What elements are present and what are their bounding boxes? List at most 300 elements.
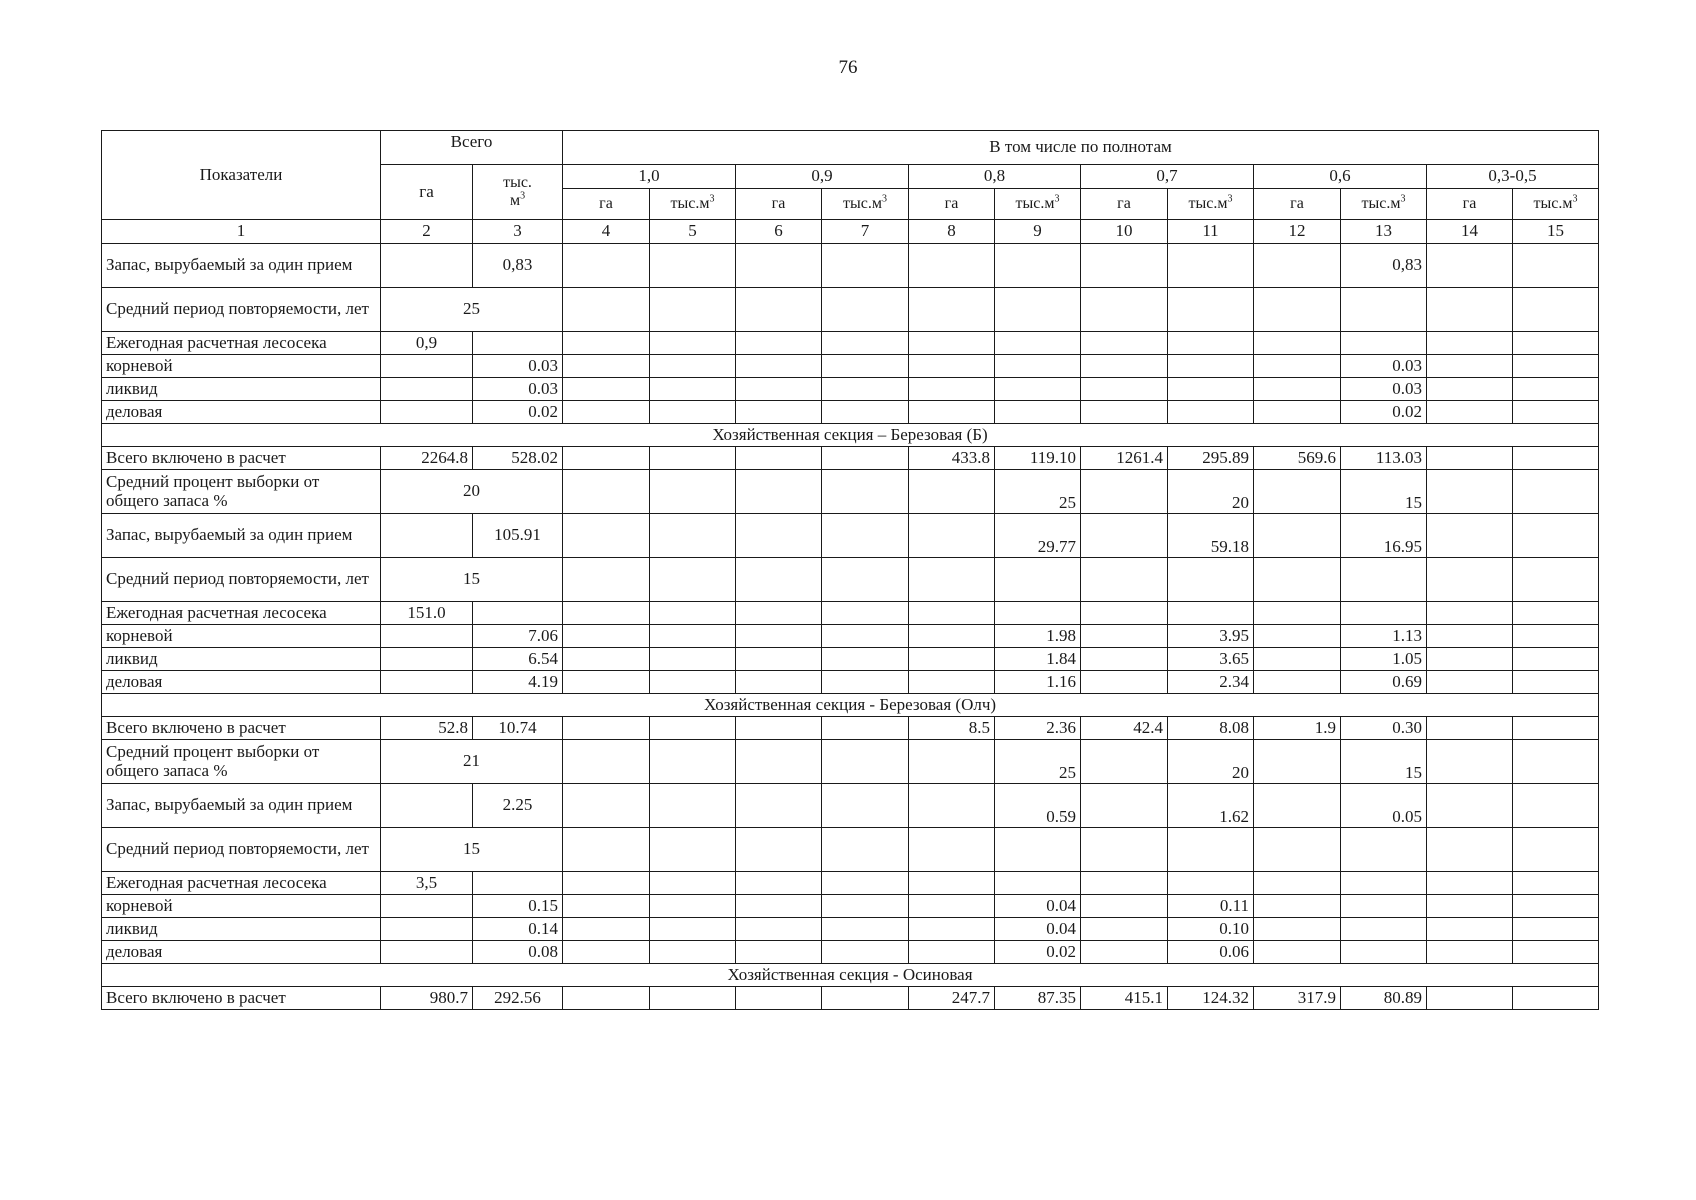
table-row	[102, 447, 1599, 470]
total-volume-value: 0.03	[473, 378, 563, 401]
density-value	[1081, 401, 1168, 424]
density-value	[1254, 872, 1341, 895]
section-title: Хозяйственная секция - Осиновая	[102, 964, 1599, 987]
density-value	[650, 378, 736, 401]
density-value	[650, 288, 736, 332]
density-value	[650, 895, 736, 918]
density-value	[650, 401, 736, 424]
density-value: 25	[995, 470, 1081, 514]
density-value: 2.36	[995, 717, 1081, 740]
density-value	[822, 671, 909, 694]
header-ha: га	[909, 189, 995, 220]
header-total: Всего	[381, 131, 563, 165]
total-ha-value	[381, 514, 473, 558]
density-value	[1081, 784, 1168, 828]
density-value	[650, 648, 736, 671]
density-value	[1341, 941, 1427, 964]
density-value	[650, 355, 736, 378]
density-value	[1081, 625, 1168, 648]
density-value	[822, 288, 909, 332]
density-value	[650, 918, 736, 941]
density-value	[909, 828, 995, 872]
column-number: 15	[1513, 220, 1599, 244]
density-value	[563, 332, 650, 355]
header-density: 0,6	[1254, 165, 1427, 189]
density-value	[1427, 717, 1513, 740]
density-value	[1341, 602, 1427, 625]
density-value	[1254, 514, 1341, 558]
density-value	[736, 288, 822, 332]
density-value	[995, 288, 1081, 332]
row-label: Средний процент выборки от общего запаса %	[102, 740, 381, 784]
density-value	[909, 288, 995, 332]
density-value	[1427, 514, 1513, 558]
density-value: 15	[1341, 470, 1427, 514]
density-value	[650, 447, 736, 470]
density-value	[909, 918, 995, 941]
density-value	[909, 558, 995, 602]
density-value	[1427, 828, 1513, 872]
table-row	[102, 514, 1599, 558]
density-value	[650, 740, 736, 784]
density-value	[1427, 918, 1513, 941]
density-value: 8.08	[1168, 717, 1254, 740]
density-value	[1254, 332, 1341, 355]
density-value	[1254, 784, 1341, 828]
density-value	[1081, 378, 1168, 401]
total-ha-value	[381, 918, 473, 941]
density-value	[1081, 470, 1168, 514]
table-row	[102, 401, 1599, 424]
density-value	[1427, 355, 1513, 378]
density-value	[1513, 332, 1599, 355]
table-body	[102, 244, 1599, 1010]
density-value	[1427, 895, 1513, 918]
density-value	[822, 872, 909, 895]
density-value	[1081, 740, 1168, 784]
density-value: 0.02	[995, 941, 1081, 964]
header-density: 1,0	[563, 165, 736, 189]
density-value: 8.5	[909, 717, 995, 740]
density-value: 569.6	[1254, 447, 1341, 470]
total-ha-value: 52.8	[381, 717, 473, 740]
density-value	[909, 648, 995, 671]
density-value	[650, 558, 736, 602]
density-value	[1168, 288, 1254, 332]
section-title: Хозяйственная секция – Березовая (Б)	[102, 424, 1599, 447]
density-value	[650, 828, 736, 872]
column-number: 9	[995, 220, 1081, 244]
density-value	[1427, 987, 1513, 1010]
density-value	[736, 895, 822, 918]
header-including-by-density: В том числе по полнотам	[563, 131, 1599, 165]
total-ha-value	[381, 378, 473, 401]
total-ha-value	[381, 244, 473, 288]
table-row	[102, 648, 1599, 671]
total-volume-value: 0.03	[473, 355, 563, 378]
density-value: 16.95	[1341, 514, 1427, 558]
density-value	[822, 941, 909, 964]
density-value	[909, 671, 995, 694]
total-value: 21	[381, 740, 563, 784]
header-ha: га	[563, 189, 650, 220]
total-ha-value	[381, 625, 473, 648]
density-value	[736, 987, 822, 1010]
density-value	[563, 918, 650, 941]
row-label: Средний период повторяемости, лет	[102, 558, 381, 602]
density-value	[1254, 895, 1341, 918]
density-value: 15	[1341, 740, 1427, 784]
density-value	[1254, 602, 1341, 625]
total-ha-value	[381, 401, 473, 424]
density-value	[650, 717, 736, 740]
density-value	[650, 625, 736, 648]
density-value	[1513, 602, 1599, 625]
row-label: Всего включено в расчет	[102, 447, 381, 470]
density-value	[1513, 671, 1599, 694]
total-value: 25	[381, 288, 563, 332]
row-label: Запас, вырубаемый за один прием	[102, 244, 381, 288]
column-number: 13	[1341, 220, 1427, 244]
density-value	[822, 244, 909, 288]
density-value	[995, 602, 1081, 625]
density-value	[1427, 784, 1513, 828]
total-volume-value: 0,83	[473, 244, 563, 288]
table-row	[102, 941, 1599, 964]
density-value	[736, 470, 822, 514]
density-value	[1168, 244, 1254, 288]
density-value	[650, 332, 736, 355]
density-value	[822, 378, 909, 401]
table-row	[102, 872, 1599, 895]
total-ha-value: 151.0	[381, 602, 473, 625]
density-value	[736, 332, 822, 355]
density-value	[650, 470, 736, 514]
density-value	[1427, 378, 1513, 401]
density-value	[1513, 447, 1599, 470]
density-value	[1513, 828, 1599, 872]
total-ha-value	[381, 941, 473, 964]
total-ha-value: 3,5	[381, 872, 473, 895]
table-row	[102, 895, 1599, 918]
density-value: 1.05	[1341, 648, 1427, 671]
density-value	[909, 872, 995, 895]
density-value	[563, 558, 650, 602]
density-value	[736, 244, 822, 288]
density-value	[1341, 872, 1427, 895]
density-value	[909, 470, 995, 514]
density-value	[909, 895, 995, 918]
column-number: 8	[909, 220, 995, 244]
density-value	[1513, 355, 1599, 378]
density-value	[822, 717, 909, 740]
density-value	[1427, 447, 1513, 470]
density-value	[909, 784, 995, 828]
density-value	[822, 828, 909, 872]
row-label: Средний период повторяемости, лет	[102, 828, 381, 872]
density-value	[1168, 558, 1254, 602]
total-value: 20	[381, 470, 563, 514]
total-volume-value: 4.19	[473, 671, 563, 694]
density-value	[563, 740, 650, 784]
density-value	[1513, 941, 1599, 964]
density-value	[1513, 872, 1599, 895]
density-value	[1081, 244, 1168, 288]
density-value: 42.4	[1081, 717, 1168, 740]
density-value	[1513, 288, 1599, 332]
density-value	[736, 447, 822, 470]
density-value	[822, 625, 909, 648]
density-value: 0.06	[1168, 941, 1254, 964]
density-value	[563, 378, 650, 401]
density-value	[736, 828, 822, 872]
density-value: 1.62	[1168, 784, 1254, 828]
density-value: 29.77	[995, 514, 1081, 558]
row-label: Запас, вырубаемый за один прием	[102, 784, 381, 828]
density-value	[1081, 895, 1168, 918]
row-label: Ежегодная расчетная лесосека	[102, 602, 381, 625]
column-number-row	[102, 220, 1599, 244]
density-value	[736, 717, 822, 740]
table-row	[102, 740, 1599, 784]
density-value: 0.02	[1341, 401, 1427, 424]
density-value	[1427, 602, 1513, 625]
density-value	[909, 401, 995, 424]
table-row	[102, 918, 1599, 941]
density-value	[650, 987, 736, 1010]
density-value	[1513, 514, 1599, 558]
density-value	[563, 671, 650, 694]
density-value	[1513, 244, 1599, 288]
row-label: ликвид	[102, 378, 381, 401]
section-header-row	[102, 694, 1599, 717]
density-value	[1254, 244, 1341, 288]
density-value	[909, 602, 995, 625]
density-value	[822, 332, 909, 355]
density-value	[1081, 514, 1168, 558]
table-row	[102, 717, 1599, 740]
table-row	[102, 784, 1599, 828]
total-volume-value: 0.02	[473, 401, 563, 424]
column-number: 2	[381, 220, 473, 244]
allowable-cut-table	[101, 130, 1599, 1010]
density-value	[1513, 378, 1599, 401]
density-value	[1254, 648, 1341, 671]
density-value	[1168, 355, 1254, 378]
density-value	[1254, 918, 1341, 941]
density-value	[1513, 558, 1599, 602]
density-value	[1081, 332, 1168, 355]
table-row	[102, 558, 1599, 602]
density-value	[822, 447, 909, 470]
density-value: 295.89	[1168, 447, 1254, 470]
density-value: 113.03	[1341, 447, 1427, 470]
row-label: корневой	[102, 625, 381, 648]
density-value: 3.95	[1168, 625, 1254, 648]
total-volume-value: 292.56	[473, 987, 563, 1010]
density-value: 0.30	[1341, 717, 1427, 740]
density-value: 0.04	[995, 895, 1081, 918]
density-value: 1261.4	[1081, 447, 1168, 470]
row-label: ликвид	[102, 918, 381, 941]
density-value	[995, 401, 1081, 424]
density-value: 1.84	[995, 648, 1081, 671]
column-number: 10	[1081, 220, 1168, 244]
density-value	[736, 872, 822, 895]
total-ha-value: 0,9	[381, 332, 473, 355]
density-value	[822, 470, 909, 514]
density-value	[1513, 648, 1599, 671]
column-number: 5	[650, 220, 736, 244]
density-value	[563, 244, 650, 288]
density-value	[563, 895, 650, 918]
density-value	[1081, 648, 1168, 671]
density-value	[1427, 872, 1513, 895]
density-value: 317.9	[1254, 987, 1341, 1010]
density-value	[1427, 401, 1513, 424]
density-value	[822, 514, 909, 558]
density-value	[563, 941, 650, 964]
density-value	[995, 355, 1081, 378]
density-value	[1513, 987, 1599, 1010]
density-value	[1427, 648, 1513, 671]
density-value	[822, 558, 909, 602]
column-number: 11	[1168, 220, 1254, 244]
table-row	[102, 332, 1599, 355]
row-label: корневой	[102, 895, 381, 918]
row-label: Ежегодная расчетная лесосека	[102, 332, 381, 355]
density-value	[736, 784, 822, 828]
density-value: 25	[995, 740, 1081, 784]
total-ha-value	[381, 895, 473, 918]
density-value	[822, 648, 909, 671]
column-number: 1	[102, 220, 381, 244]
header-ha: га	[1427, 189, 1513, 220]
density-value: 87.35	[995, 987, 1081, 1010]
density-value	[1081, 828, 1168, 872]
density-value	[650, 941, 736, 964]
density-value	[1081, 671, 1168, 694]
density-value	[563, 470, 650, 514]
row-label: Всего включено в расчет	[102, 717, 381, 740]
column-number: 4	[563, 220, 650, 244]
density-value: 415.1	[1081, 987, 1168, 1010]
total-volume-value	[473, 602, 563, 625]
density-value: 0.59	[995, 784, 1081, 828]
total-volume-value: 528.02	[473, 447, 563, 470]
density-value: 3.65	[1168, 648, 1254, 671]
density-value	[1254, 401, 1341, 424]
density-value: 0,83	[1341, 244, 1427, 288]
density-value	[1427, 625, 1513, 648]
table-row	[102, 378, 1599, 401]
density-value	[1513, 740, 1599, 784]
density-value	[1513, 895, 1599, 918]
density-value	[1081, 355, 1168, 378]
density-value	[1513, 470, 1599, 514]
section-header-row	[102, 424, 1599, 447]
density-value	[822, 602, 909, 625]
total-volume-value: 2.25	[473, 784, 563, 828]
density-value	[1081, 941, 1168, 964]
density-value: 433.8	[909, 447, 995, 470]
density-value	[1254, 355, 1341, 378]
total-volume-value: 6.54	[473, 648, 563, 671]
header-total-ha: га	[381, 165, 473, 220]
density-value	[1254, 625, 1341, 648]
density-value	[909, 941, 995, 964]
table-row	[102, 288, 1599, 332]
density-value	[909, 244, 995, 288]
table-row	[102, 470, 1599, 514]
column-number: 3	[473, 220, 563, 244]
header-thousand-m3: $тыс.м^3$	[995, 189, 1081, 220]
superscript: 3	[520, 190, 526, 202]
density-value	[1513, 625, 1599, 648]
density-value	[909, 740, 995, 784]
density-value	[909, 332, 995, 355]
density-value	[1168, 378, 1254, 401]
density-value: 0.03	[1341, 378, 1427, 401]
density-value	[1513, 717, 1599, 740]
header-ha: га	[1081, 189, 1168, 220]
table-row	[102, 355, 1599, 378]
density-value: 0.04	[995, 918, 1081, 941]
density-value	[909, 355, 995, 378]
total-volume-value: 105.91	[473, 514, 563, 558]
density-value	[995, 872, 1081, 895]
density-value	[1254, 941, 1341, 964]
density-value: 0.10	[1168, 918, 1254, 941]
density-value	[1427, 288, 1513, 332]
density-value	[563, 355, 650, 378]
density-value	[1341, 288, 1427, 332]
density-value	[1168, 828, 1254, 872]
density-value	[736, 602, 822, 625]
density-value: 119.10	[995, 447, 1081, 470]
density-value: 247.7	[909, 987, 995, 1010]
density-value	[736, 671, 822, 694]
density-value	[1513, 401, 1599, 424]
total-ha-value	[381, 355, 473, 378]
density-value	[650, 602, 736, 625]
header-ha: га	[736, 189, 822, 220]
header-thousand-m3: $тыс.м^3$	[1168, 189, 1254, 220]
density-value: 1.13	[1341, 625, 1427, 648]
header-m-label: м	[509, 192, 521, 209]
row-label: Запас, вырубаемый за один прием	[102, 514, 381, 558]
table-row	[102, 987, 1599, 1010]
table-row	[102, 671, 1599, 694]
density-value: 0.11	[1168, 895, 1254, 918]
row-label: ликвид	[102, 648, 381, 671]
total-volume-value: 10.74	[473, 717, 563, 740]
density-value	[822, 784, 909, 828]
density-value	[650, 784, 736, 828]
density-value	[822, 401, 909, 424]
density-value: 80.89	[1341, 987, 1427, 1010]
page-number: 76	[838, 57, 858, 78]
density-value	[822, 740, 909, 784]
density-value	[1081, 918, 1168, 941]
column-number: 6	[736, 220, 822, 244]
density-value	[1341, 558, 1427, 602]
density-value	[563, 288, 650, 332]
density-value	[1254, 378, 1341, 401]
density-value	[563, 602, 650, 625]
density-value	[736, 941, 822, 964]
density-value	[1168, 872, 1254, 895]
